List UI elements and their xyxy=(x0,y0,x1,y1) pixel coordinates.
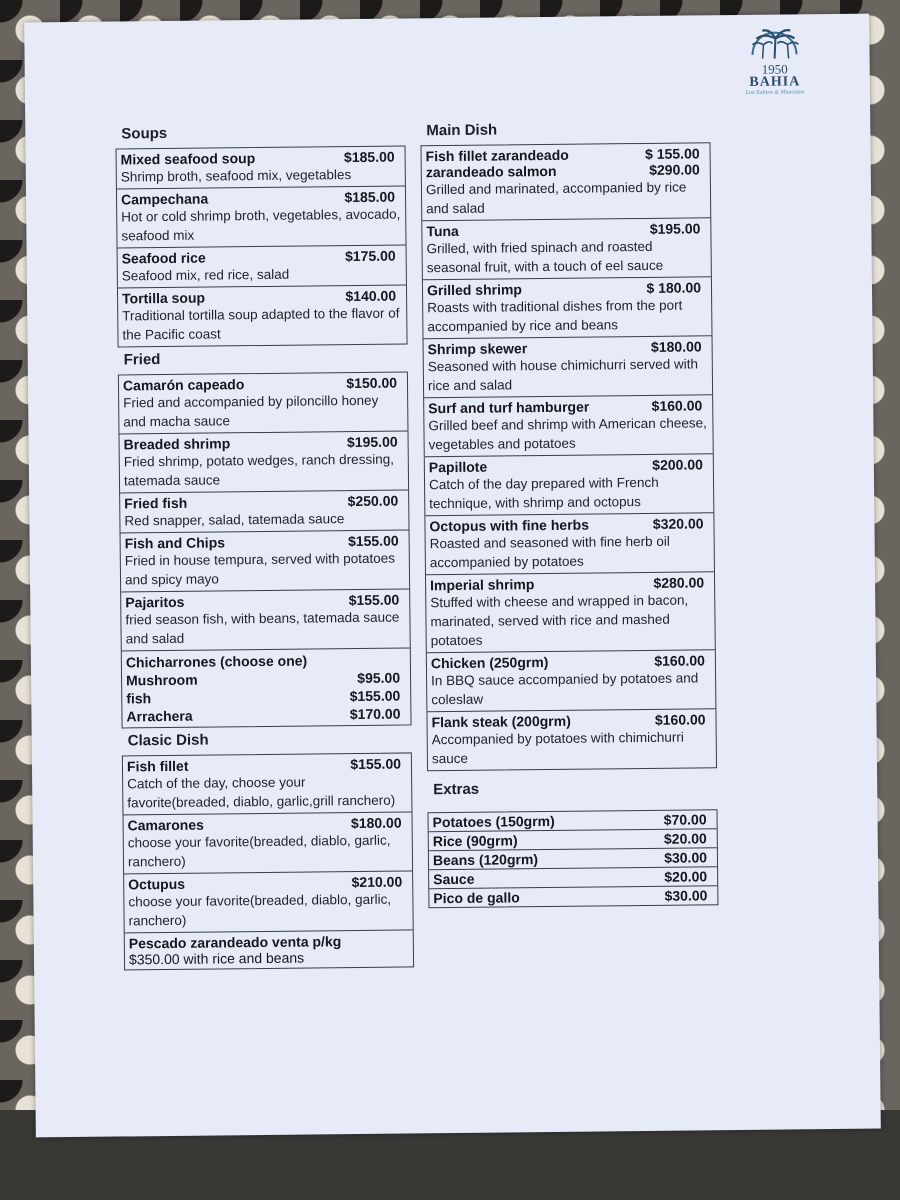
menu-item xyxy=(124,871,413,933)
item-name: Pajaritos xyxy=(125,593,185,611)
fried-heading: Fried xyxy=(123,351,161,369)
item-desc: Stuffed with cheese and wrapped in bacon, marinated, served with rice and mashed potatoes xyxy=(430,592,689,649)
bahia-logo xyxy=(739,24,810,96)
extras-heading: Extras xyxy=(433,780,480,799)
item-desc: Fried and accompanied by piloncillo honey and macha sauce xyxy=(123,392,379,430)
item-detail: $350.00 with rice and beans xyxy=(128,949,305,968)
menu-item xyxy=(424,336,713,398)
item-name: Imperial shrimp xyxy=(430,576,535,594)
clasic-heading: Clasic Dish xyxy=(127,731,209,750)
menu-item xyxy=(425,513,714,575)
right-column xyxy=(420,115,718,908)
item-price: $185.00 xyxy=(344,188,396,206)
item-desc: Accompanied by potatoes with chimichurri sauce xyxy=(431,729,684,767)
menu-item xyxy=(426,572,715,653)
menu-item xyxy=(427,650,716,712)
item-name: Flank steak (200grm) xyxy=(431,712,571,731)
menu-item xyxy=(119,372,408,434)
item-desc: fried season fish, with beans, tatemada sauce and salad xyxy=(125,609,400,647)
left-column xyxy=(115,118,414,970)
chicharrones-option: fish $155.00 xyxy=(126,687,401,707)
menu-item xyxy=(118,245,406,288)
menu-sheet xyxy=(24,14,881,1138)
item-name: Campechana xyxy=(120,190,209,208)
item-name: Camarón capeado xyxy=(122,376,245,394)
menu-item xyxy=(117,186,406,248)
item-name: Mixed seafood soup xyxy=(120,150,256,168)
extra-item: Rice (90grm) $20.00 xyxy=(429,829,717,851)
menu-item xyxy=(120,431,409,493)
logo-brand: BAHIA xyxy=(749,74,801,90)
item-price: $140.00 xyxy=(345,287,397,305)
main-heading: Main Dish xyxy=(426,121,498,140)
main-box xyxy=(420,142,717,771)
menu-item xyxy=(427,709,716,770)
item-price: $320.00 xyxy=(652,515,704,532)
item-price: $ 155.00 xyxy=(645,145,700,162)
item-desc: Grilled beef and shrimp with American cheese, vegetables and potatoes xyxy=(428,415,707,453)
menu-item xyxy=(422,218,711,280)
item-name: Surf and turf hamburger xyxy=(428,398,590,417)
item-price: $160.00 xyxy=(654,711,706,728)
item-desc: In BBQ sauce accompanied by potatoes and coleslaw xyxy=(431,670,699,708)
item-desc: choose your favorite(breaded, diablo, garlic, ranchero) xyxy=(128,891,392,929)
menu-item xyxy=(117,146,405,189)
item-desc: Hot or cold shrimp broth, vegetables, avocado, seafood mix xyxy=(121,206,401,244)
extra-item: Potatoes (150grm) $70.00 xyxy=(428,810,716,832)
item-price: $175.00 xyxy=(344,247,396,265)
item-name: Shrimp skewer xyxy=(427,340,528,358)
item-desc: Seafood mix, red rice, salad xyxy=(121,266,290,284)
menu-item xyxy=(422,143,711,221)
item-desc: Catch of the day prepared with French technique, with shrimp and octopus xyxy=(428,474,659,512)
item-desc: Roasts with traditional dishes from the port accompanied by rice and beans xyxy=(427,297,683,335)
menu-item xyxy=(121,589,410,651)
menu-item xyxy=(424,395,713,457)
menu-item xyxy=(425,454,714,516)
soups-box xyxy=(116,145,408,347)
item-desc: Fried in house tempura, served with potatoes and spicy mayo xyxy=(124,550,396,588)
clasic-box xyxy=(122,752,414,970)
extras-box xyxy=(427,809,718,908)
item-price: $195.00 xyxy=(649,220,701,237)
menu-item xyxy=(123,753,412,815)
item-desc: Shrimp broth, seafood mix, vegetables xyxy=(120,167,352,185)
chicharrones-item xyxy=(122,648,411,727)
item-name: Papillote xyxy=(428,458,488,476)
palm-tree-icon xyxy=(744,24,804,63)
fried-box xyxy=(118,371,412,728)
menu-item xyxy=(423,277,712,339)
item-price: $155.00 xyxy=(347,532,399,550)
item-name: Grilled shrimp xyxy=(426,281,523,299)
item-name: Chicken (250grm) xyxy=(430,654,549,672)
menu-item xyxy=(121,530,410,592)
item-price: $210.00 xyxy=(351,873,403,891)
item-name: Breaded shrimp xyxy=(123,435,231,453)
zarandeado-item xyxy=(125,930,413,969)
menu-item xyxy=(123,812,412,874)
item-price: $155.00 xyxy=(350,755,402,773)
soups-heading: Soups xyxy=(121,124,168,143)
item-desc: Fried shrimp, potato wedges, ranch dressing, tatemada sauce xyxy=(123,451,394,489)
item-price: $250.00 xyxy=(347,492,399,510)
item-desc: Traditional tortilla soup adapted to the flavor of the Pacific coast xyxy=(122,305,400,343)
extra-item: Beans (120grm) $30.00 xyxy=(429,848,717,870)
item-name: Fish and Chips xyxy=(124,534,226,552)
logo-tagline: Los Sabios & Mezcales xyxy=(745,89,805,96)
item-name: Seafood rice xyxy=(121,249,206,267)
logo-year: 1950 xyxy=(761,61,788,77)
chicharrones-option: Mushroom $95.00 xyxy=(125,669,401,689)
item-price: $ 180.00 xyxy=(646,279,702,296)
item-price: $155.00 xyxy=(348,591,400,609)
item-price: $150.00 xyxy=(346,374,398,392)
item-name: Camarones xyxy=(127,816,204,834)
item-desc: Grilled, with fried spinach and roasted seasonal fruit, with a touch of eel sauce xyxy=(426,238,664,276)
item-price: $280.00 xyxy=(653,574,705,591)
item-name: Tuna xyxy=(426,222,459,240)
item-name: Fish fillet zarandeado xyxy=(425,146,569,165)
item-name: Fried fish xyxy=(124,494,188,512)
item-name: Pescado zarandeado venta p/kg xyxy=(128,933,342,952)
item-price: $180.00 xyxy=(350,814,402,832)
item-price: $185.00 xyxy=(343,148,395,166)
extra-item: Sauce $20.00 xyxy=(429,867,717,889)
item-name: Octopus with fine herbs xyxy=(429,516,590,535)
item-price: $180.00 xyxy=(650,338,702,355)
item-price: $195.00 xyxy=(346,433,398,451)
menu-item xyxy=(120,490,408,533)
item-price: $160.00 xyxy=(654,652,705,669)
item-desc: choose your favorite(breaded, diablo, garlic, ranchero) xyxy=(127,832,391,870)
item-price: $200.00 xyxy=(652,456,703,473)
item-desc: Roasted and seasoned with fine herb oil accompanied by potatoes xyxy=(429,533,670,571)
item-name: Fish fillet xyxy=(126,757,189,775)
item-desc: Red snapper, salad, tatemada sauce xyxy=(124,511,345,529)
item-desc: Grilled and marinated, accompanied by rice and salad xyxy=(425,179,687,217)
item-desc: Seasoned with house chimichurri served with rice and salad xyxy=(427,356,699,394)
item-name-2: zarandeado salmon xyxy=(425,162,557,181)
item-name: Tortilla soup xyxy=(121,289,206,307)
item-desc: Catch of the day, choose your favorite(breaded, diablo, garlic,grill ranchero) xyxy=(127,774,396,811)
menu-item xyxy=(118,285,407,346)
item-price: $160.00 xyxy=(651,397,703,414)
chicharrones-title: Chicharrones (choose one) xyxy=(125,652,308,671)
item-price-2: $290.00 xyxy=(649,161,700,178)
extra-item: Pico de gallo $30.00 xyxy=(433,887,708,907)
item-name: Octupus xyxy=(128,875,186,893)
chicharrones-option: Arrachera $170.00 xyxy=(126,705,401,725)
